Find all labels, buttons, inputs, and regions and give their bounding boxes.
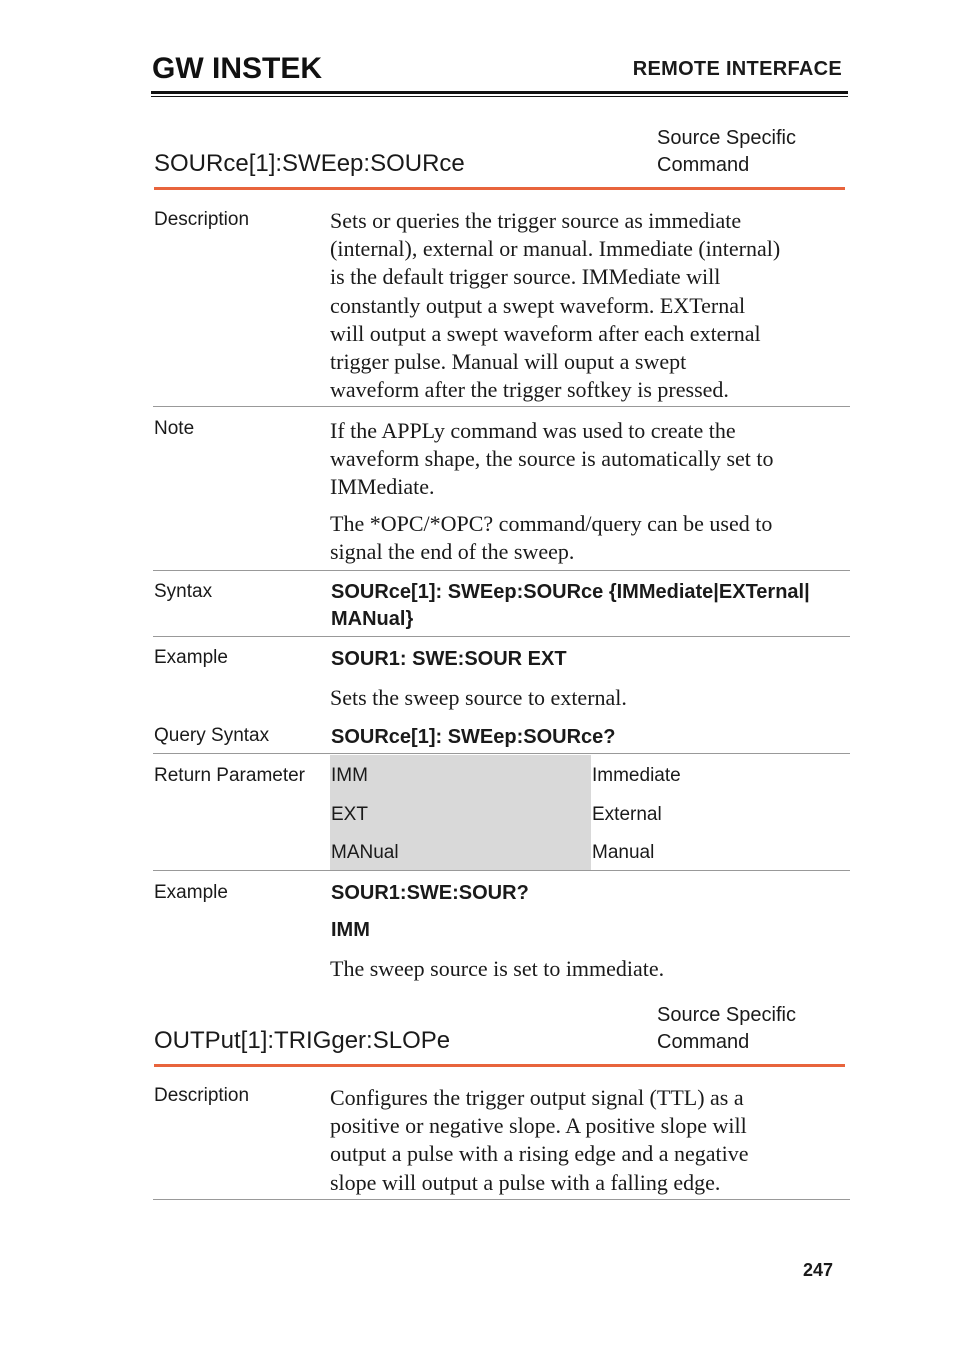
note-line: waveform shape, the source is automatically set to [330,446,774,472]
row-divider [153,636,850,637]
description-line: output a pulse with a rising edge and a negative [330,1141,749,1167]
command-type [657,125,796,179]
command-title: OUTPut[1]:TRIGger:SLOPe [154,1027,451,1054]
gw-instek-logo-text: GW INSTEK [152,52,323,84]
query-syntax-label: Query Syntax [154,725,270,746]
row-divider [153,406,850,407]
description-line: constantly output a swept waveform. EXTernal [330,292,746,318]
example2-code: SOUR1:SWE:SOUR? [331,882,529,904]
description-line: slope will output a pulse with a falling edge. [330,1169,721,1195]
example-text: Sets the sweep source to external. [330,685,627,710]
command-type-line: Source Specific [657,1004,796,1026]
note-line: If the APPLy command was used to create the [330,418,736,443]
note-text [330,417,850,502]
description-line: Configures the trigger output signal (TTL) as a [330,1085,744,1110]
description-text [330,1084,850,1197]
description-text [330,207,850,404]
description-line: will output a swept waveform after each external [330,320,761,346]
description-label: Description [154,209,250,230]
return-param-meaning: Manual [592,842,655,863]
syntax-line: SOURce[1]: SWEep:SOURce {IMMediate|EXTernal| [331,581,810,603]
command-type-line: Command [657,154,750,176]
return-param-code: MANual [331,842,399,863]
description-line: trigger pulse. Manual will ouput a swept [330,349,687,375]
row-divider [153,870,850,871]
example-label: Example [154,647,228,668]
return-param-meaning: External [592,804,662,825]
command-title: SOURce[1]:SWEep:SOURce [154,150,465,177]
description-line: positive or negative slope. A positive slope will [330,1113,747,1139]
row-divider [153,570,850,571]
return-param-code: IMM [331,765,368,786]
note-line: IMMediate. [330,474,435,500]
header-rule-thin [151,96,848,97]
syntax-code [331,579,810,633]
row-divider [153,1199,850,1200]
command-title-rule [154,187,845,190]
gw-instek-logo [152,50,328,84]
command-title-rule [154,1064,845,1067]
return-parameter-label: Return Parameter [154,765,306,786]
description-label: Description [154,1085,250,1106]
query-syntax-code: SOURce[1]: SWEep:SOURce? [331,726,616,748]
note-text-2 [330,510,850,566]
header-rule [151,91,848,94]
command-type-line: Command [657,1031,750,1053]
note-line: The *OPC/*OPC? command/query can be used to [330,511,773,536]
example2-text: The sweep source is set to immediate. [330,956,665,981]
example-code: SOUR1: SWE:SOUR EXT [331,648,567,670]
note-line: signal the end of the sweep. [330,539,575,565]
command-type [657,1002,796,1056]
description-line: (internal), external or manual. Immediate (internal) [330,236,781,262]
syntax-label: Syntax [154,581,213,602]
command-type-line: Source Specific [657,127,796,149]
page-number: 247 [803,1260,834,1280]
description-line: is the default trigger source. IMMediate will [330,264,721,290]
note-label: Note [154,418,195,439]
return-param-meaning: Immediate [592,765,681,786]
syntax-line: MANual} [331,608,414,630]
section-title: REMOTE INTERFACE [632,58,842,80]
row-divider [153,753,850,754]
return-param-code: EXT [331,804,368,825]
example2-label: Example [154,882,228,903]
description-line: waveform after the trigger softkey is pressed. [330,377,729,403]
description-line: Sets or queries the trigger source as immediate [330,208,742,233]
example2-result: IMM [331,919,370,941]
